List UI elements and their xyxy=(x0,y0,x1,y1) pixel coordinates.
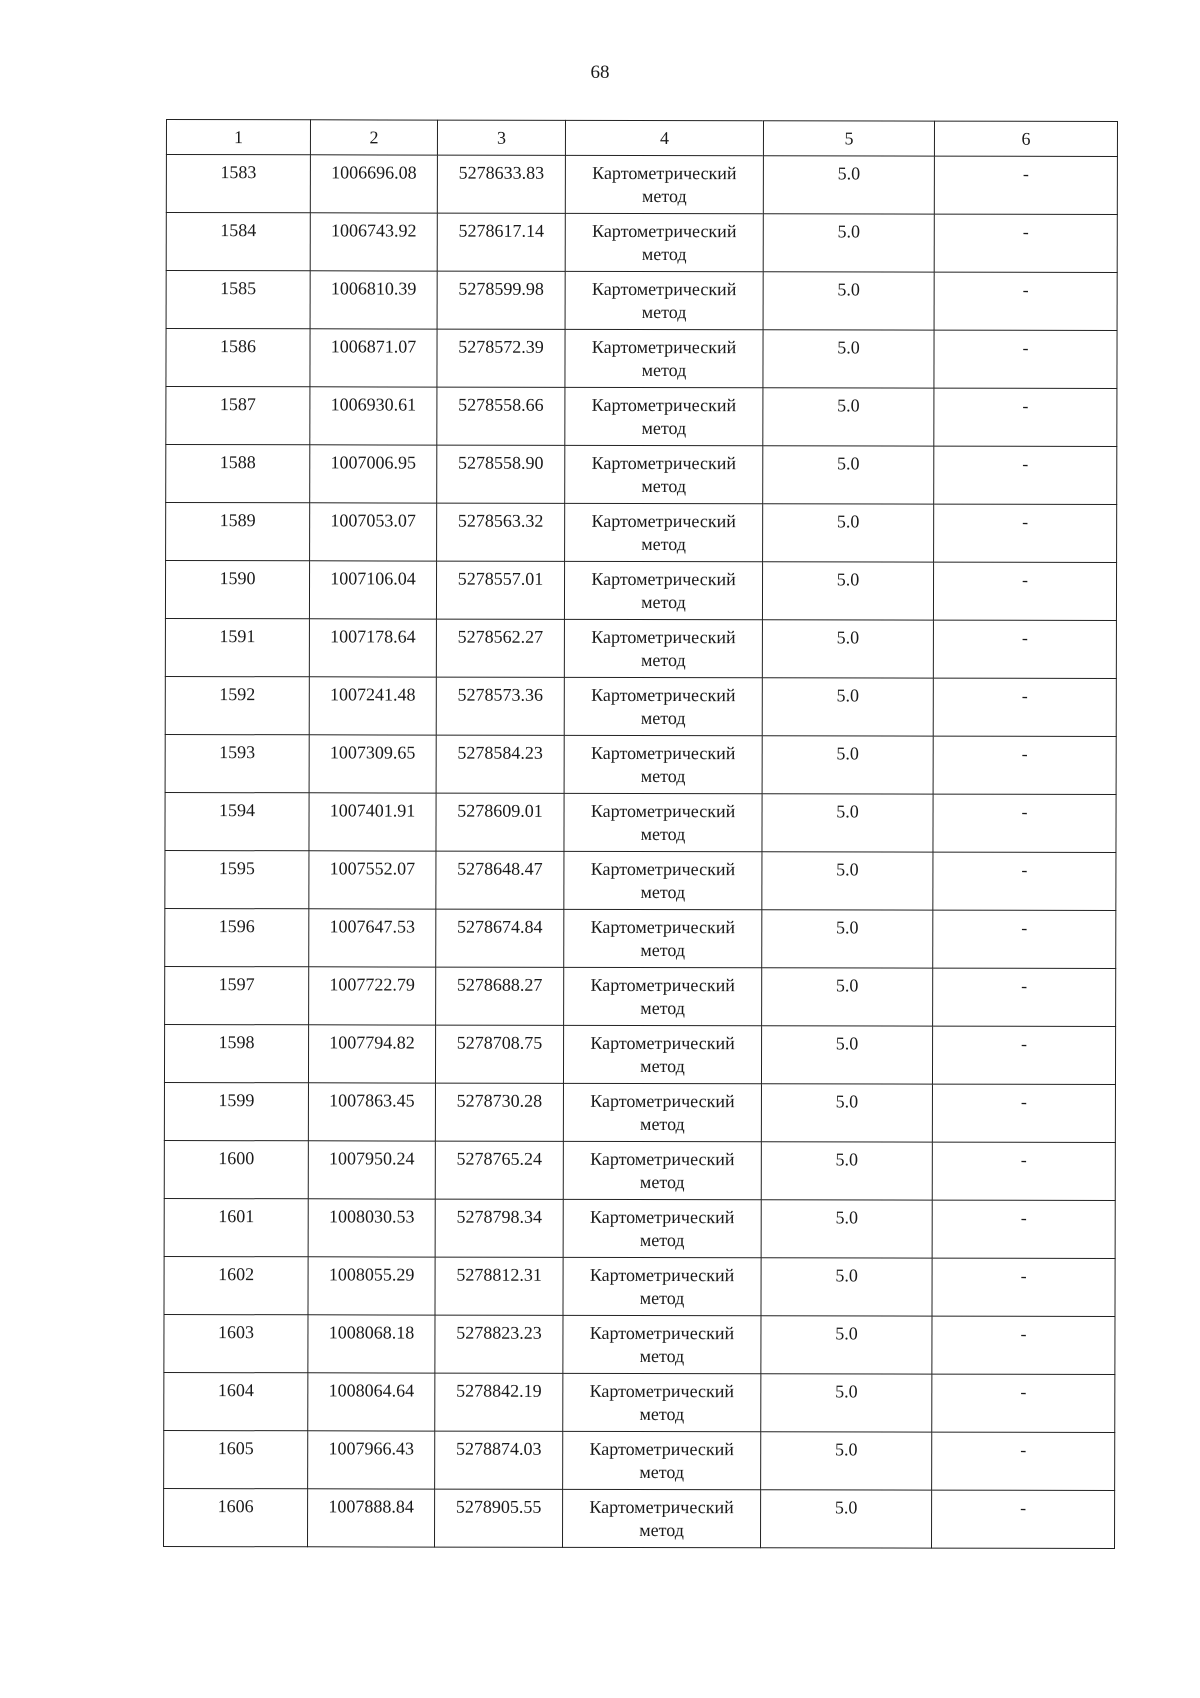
method-cell xyxy=(563,1431,761,1489)
y-coordinate-cell: 5278599.98 xyxy=(437,271,565,329)
table-row xyxy=(166,271,1117,331)
point-number-cell: 1595 xyxy=(165,850,309,908)
method-cell xyxy=(563,1489,761,1547)
y-coordinate-cell: 5278648.47 xyxy=(436,851,564,909)
table-row xyxy=(166,387,1117,447)
x-coordinate-cell: 1008068.18 xyxy=(308,1315,435,1373)
table-row xyxy=(164,1198,1115,1258)
y-coordinate-cell: 5278765.24 xyxy=(435,1141,563,1199)
note-cell: - xyxy=(933,736,1116,794)
point-number-cell: 1585 xyxy=(166,271,310,329)
method-cell xyxy=(565,329,763,387)
method-label-line1: Картометрический xyxy=(590,858,736,880)
method-label-line1: Картометрический xyxy=(591,278,737,300)
table-row xyxy=(166,155,1117,215)
accuracy-cell: 5.0 xyxy=(762,562,933,620)
method-label-line1: Картометрический xyxy=(590,916,736,938)
note-cell: - xyxy=(933,968,1116,1026)
method-cell xyxy=(565,387,763,445)
table-row xyxy=(164,1082,1115,1142)
x-coordinate-cell: 1008030.53 xyxy=(308,1199,435,1257)
note-cell: - xyxy=(934,156,1117,214)
method-label-line2: метод xyxy=(641,649,686,671)
method-cell xyxy=(564,561,762,619)
method-cell xyxy=(565,155,763,213)
accuracy-cell: 5.0 xyxy=(762,678,933,736)
column-header: 3 xyxy=(437,120,565,155)
accuracy-cell: 5.0 xyxy=(762,736,933,794)
method-label-line1: Картометрический xyxy=(591,394,737,416)
x-coordinate-cell: 1007863.45 xyxy=(308,1083,435,1141)
accuracy-cell: 5.0 xyxy=(761,1258,932,1316)
note-cell: - xyxy=(934,272,1117,330)
method-label-line2: метод xyxy=(640,939,686,961)
method-label-line2: метод xyxy=(641,417,687,439)
method-label-line2: метод xyxy=(640,1055,685,1077)
accuracy-cell: 5.0 xyxy=(761,1316,932,1374)
table-row xyxy=(164,1024,1115,1084)
note-cell: - xyxy=(933,910,1116,968)
x-coordinate-cell: 1006696.08 xyxy=(310,155,437,213)
note-cell: - xyxy=(932,1258,1115,1316)
method-label-line2: метод xyxy=(641,533,686,555)
method-cell xyxy=(563,1373,761,1431)
method-cell xyxy=(563,1141,761,1199)
accuracy-cell: 5.0 xyxy=(761,1432,932,1490)
y-coordinate-cell: 5278557.01 xyxy=(436,561,564,619)
x-coordinate-cell: 1007106.04 xyxy=(309,561,436,619)
method-label-line1: Картометрический xyxy=(590,742,736,764)
method-label-line1: Картометрический xyxy=(589,1322,735,1344)
accuracy-cell: 5.0 xyxy=(763,272,934,330)
method-cell xyxy=(565,271,763,329)
method-cell xyxy=(564,735,762,793)
note-cell: - xyxy=(934,214,1117,272)
y-coordinate-cell: 5278708.75 xyxy=(435,1025,563,1083)
point-number-cell: 1602 xyxy=(164,1256,308,1314)
point-number-cell: 1601 xyxy=(164,1198,308,1256)
note-cell: - xyxy=(933,562,1116,620)
method-label-line1: Картометрический xyxy=(589,1438,734,1460)
point-number-cell: 1594 xyxy=(165,792,309,850)
method-label-line1: Картометрический xyxy=(589,1264,735,1286)
table-row xyxy=(164,1314,1115,1374)
y-coordinate-cell: 5278558.66 xyxy=(437,387,565,445)
x-coordinate-cell: 1007647.53 xyxy=(309,909,436,967)
x-coordinate-cell: 1007888.84 xyxy=(308,1489,435,1547)
x-coordinate-cell: 1006871.07 xyxy=(310,329,437,387)
accuracy-cell: 5.0 xyxy=(763,330,934,388)
method-label-line2: метод xyxy=(641,243,687,265)
note-cell: - xyxy=(934,504,1117,562)
method-label-line2: метод xyxy=(640,881,686,903)
x-coordinate-cell: 1007006.95 xyxy=(310,445,437,503)
point-number-cell: 1596 xyxy=(165,908,309,966)
y-coordinate-cell: 5278563.32 xyxy=(437,503,565,561)
point-number-cell: 1588 xyxy=(166,445,310,503)
method-label-line1: Картометрический xyxy=(591,626,736,648)
x-coordinate-cell: 1007966.43 xyxy=(308,1431,435,1489)
method-label-line1: Картометрический xyxy=(591,510,736,532)
accuracy-cell: 5.0 xyxy=(761,1374,932,1432)
method-label-line1: Картометрический xyxy=(590,800,736,822)
y-coordinate-cell: 5278730.28 xyxy=(435,1083,563,1141)
y-coordinate-cell: 5278633.83 xyxy=(437,155,565,213)
y-coordinate-cell: 5278812.31 xyxy=(435,1257,563,1315)
table-row xyxy=(166,329,1117,389)
method-cell xyxy=(563,1315,761,1373)
x-coordinate-cell: 1007178.64 xyxy=(309,619,436,677)
accuracy-cell: 5.0 xyxy=(763,214,934,272)
point-number-cell: 1591 xyxy=(165,618,309,676)
method-cell xyxy=(565,445,763,503)
point-number-cell: 1593 xyxy=(165,734,309,792)
y-coordinate-cell: 5278562.27 xyxy=(436,619,564,677)
y-coordinate-cell: 5278584.23 xyxy=(436,735,564,793)
y-coordinate-cell: 5278617.14 xyxy=(437,213,565,271)
method-label-line1: Картометрический xyxy=(592,162,737,184)
coordinates-table-wrapper xyxy=(163,119,1118,1549)
column-header: 4 xyxy=(565,120,763,155)
y-coordinate-cell: 5278609.01 xyxy=(436,793,564,851)
accuracy-cell: 5.0 xyxy=(761,1200,932,1258)
note-cell: - xyxy=(933,794,1116,852)
method-label-line2: метод xyxy=(640,1113,685,1135)
point-number-cell: 1584 xyxy=(166,213,310,271)
point-number-cell: 1606 xyxy=(164,1488,308,1546)
y-coordinate-cell: 5278688.27 xyxy=(436,967,564,1025)
column-header: 5 xyxy=(763,121,934,156)
table-row xyxy=(164,1140,1115,1200)
accuracy-cell: 5.0 xyxy=(763,156,934,214)
note-cell: - xyxy=(932,1200,1115,1258)
point-number-cell: 1603 xyxy=(164,1314,308,1372)
point-number-cell: 1605 xyxy=(164,1430,308,1488)
point-number-cell: 1597 xyxy=(165,966,309,1024)
y-coordinate-cell: 5278823.23 xyxy=(435,1315,563,1373)
method-label-line1: Картометрический xyxy=(589,1206,735,1228)
method-cell xyxy=(565,503,763,561)
method-label-line2: метод xyxy=(640,765,686,787)
method-label-line2: метод xyxy=(639,1345,685,1367)
note-cell: - xyxy=(932,1316,1115,1374)
accuracy-cell: 5.0 xyxy=(763,388,934,446)
point-number-cell: 1587 xyxy=(166,387,310,445)
point-number-cell: 1598 xyxy=(164,1024,308,1082)
method-label-line1: Картометрический xyxy=(589,1380,735,1402)
table-row xyxy=(165,850,1116,910)
method-cell xyxy=(564,967,762,1025)
method-cell xyxy=(564,677,762,735)
method-label-line2: метод xyxy=(640,823,686,845)
accuracy-cell: 5.0 xyxy=(762,852,933,910)
x-coordinate-cell: 1007241.48 xyxy=(309,677,436,735)
point-number-cell: 1604 xyxy=(164,1372,308,1430)
y-coordinate-cell: 5278905.55 xyxy=(435,1489,563,1547)
method-cell xyxy=(564,851,762,909)
accuracy-cell: 5.0 xyxy=(761,1026,932,1084)
column-header: 2 xyxy=(310,120,437,155)
point-number-cell: 1586 xyxy=(166,329,310,387)
point-number-cell: 1583 xyxy=(166,155,310,213)
method-label-line1: Картометрический xyxy=(590,1032,735,1054)
table-header-row xyxy=(166,120,1117,157)
method-label-line1: Картометрический xyxy=(589,1496,734,1518)
y-coordinate-cell: 5278572.39 xyxy=(437,329,565,387)
note-cell: - xyxy=(932,1142,1115,1200)
point-number-cell: 1592 xyxy=(165,676,309,734)
method-cell xyxy=(563,1199,761,1257)
method-label-line1: Картометрический xyxy=(590,974,735,996)
method-label-line2: метод xyxy=(639,1171,685,1193)
method-label-line2: метод xyxy=(641,591,686,613)
method-label-line2: метод xyxy=(640,997,685,1019)
method-label-line2: метод xyxy=(640,707,686,729)
coordinates-table xyxy=(163,119,1118,1549)
y-coordinate-cell: 5278674.84 xyxy=(436,909,564,967)
note-cell: - xyxy=(933,678,1116,736)
note-cell: - xyxy=(932,1084,1115,1142)
table-body xyxy=(164,120,1118,1549)
method-label-line2: метод xyxy=(641,301,687,323)
method-label-line1: Картометрический xyxy=(591,452,737,474)
method-cell xyxy=(563,1083,761,1141)
y-coordinate-cell: 5278573.36 xyxy=(436,677,564,735)
table-row xyxy=(164,1256,1115,1316)
y-coordinate-cell: 5278874.03 xyxy=(435,1431,563,1489)
note-cell: - xyxy=(932,1374,1115,1432)
method-label-line1: Картометрический xyxy=(591,336,737,358)
method-label-line2: метод xyxy=(639,1287,685,1309)
y-coordinate-cell: 5278842.19 xyxy=(435,1373,563,1431)
method-label-line2: метод xyxy=(639,1519,684,1541)
column-header: 6 xyxy=(934,121,1117,156)
method-cell xyxy=(564,909,762,967)
x-coordinate-cell: 1007552.07 xyxy=(309,851,436,909)
method-label-line1: Картометрический xyxy=(592,220,737,242)
x-coordinate-cell: 1006930.61 xyxy=(310,387,437,445)
note-cell: - xyxy=(932,1432,1115,1490)
note-cell: - xyxy=(932,1490,1115,1548)
note-cell: - xyxy=(934,446,1117,504)
accuracy-cell: 5.0 xyxy=(763,504,934,562)
x-coordinate-cell: 1006743.92 xyxy=(310,213,437,271)
point-number-cell: 1600 xyxy=(164,1140,308,1198)
x-coordinate-cell: 1008064.64 xyxy=(308,1373,435,1431)
note-cell: - xyxy=(933,620,1116,678)
method-label-line2: метод xyxy=(639,1229,685,1251)
table-row xyxy=(165,792,1116,852)
x-coordinate-cell: 1007722.79 xyxy=(309,967,436,1025)
note-cell: - xyxy=(933,852,1116,910)
method-cell xyxy=(563,1025,761,1083)
accuracy-cell: 5.0 xyxy=(762,968,933,1026)
x-coordinate-cell: 1007794.82 xyxy=(308,1025,435,1083)
y-coordinate-cell: 5278558.90 xyxy=(437,445,565,503)
x-coordinate-cell: 1007053.07 xyxy=(310,503,437,561)
method-label-line2: метод xyxy=(639,1461,685,1483)
note-cell: - xyxy=(934,388,1117,446)
method-label-line2: метод xyxy=(641,475,687,497)
table-row xyxy=(164,1488,1115,1548)
table-row xyxy=(165,966,1116,1026)
table-row xyxy=(166,445,1117,505)
method-label-line1: Картометрический xyxy=(591,684,736,706)
accuracy-cell: 5.0 xyxy=(761,1490,932,1548)
x-coordinate-cell: 1007309.65 xyxy=(309,735,436,793)
accuracy-cell: 5.0 xyxy=(763,446,934,504)
table-row xyxy=(165,676,1116,736)
method-cell xyxy=(564,793,762,851)
table-row xyxy=(165,618,1116,678)
method-cell xyxy=(563,1257,761,1315)
table-row xyxy=(165,908,1116,968)
table-row xyxy=(166,503,1117,563)
method-label-line1: Картометрический xyxy=(590,1148,735,1170)
x-coordinate-cell: 1007401.91 xyxy=(309,793,436,851)
y-coordinate-cell: 5278798.34 xyxy=(435,1199,563,1257)
note-cell: - xyxy=(934,330,1117,388)
table-row xyxy=(165,734,1116,794)
x-coordinate-cell: 1006810.39 xyxy=(310,271,437,329)
method-cell xyxy=(565,213,763,271)
point-number-cell: 1590 xyxy=(165,561,309,619)
accuracy-cell: 5.0 xyxy=(762,794,933,852)
page-number: 68 xyxy=(590,62,610,83)
method-label-line2: метод xyxy=(641,359,687,381)
table-row xyxy=(164,1372,1115,1432)
table-row xyxy=(166,213,1117,273)
method-cell xyxy=(564,619,762,677)
accuracy-cell: 5.0 xyxy=(761,1142,932,1200)
method-label-line1: Картометрический xyxy=(590,1090,735,1112)
table-row xyxy=(164,1430,1115,1490)
accuracy-cell: 5.0 xyxy=(761,1084,932,1142)
method-label-line2: метод xyxy=(641,185,687,207)
point-number-cell: 1589 xyxy=(166,503,310,561)
column-header: 1 xyxy=(166,120,310,155)
accuracy-cell: 5.0 xyxy=(762,620,933,678)
point-number-cell: 1599 xyxy=(164,1082,308,1140)
x-coordinate-cell: 1007950.24 xyxy=(308,1141,435,1199)
note-cell: - xyxy=(932,1026,1115,1084)
method-label-line1: Картометрический xyxy=(591,568,736,590)
method-label-line2: метод xyxy=(639,1403,685,1425)
table-row xyxy=(165,561,1116,621)
accuracy-cell: 5.0 xyxy=(762,910,933,968)
x-coordinate-cell: 1008055.29 xyxy=(308,1257,435,1315)
